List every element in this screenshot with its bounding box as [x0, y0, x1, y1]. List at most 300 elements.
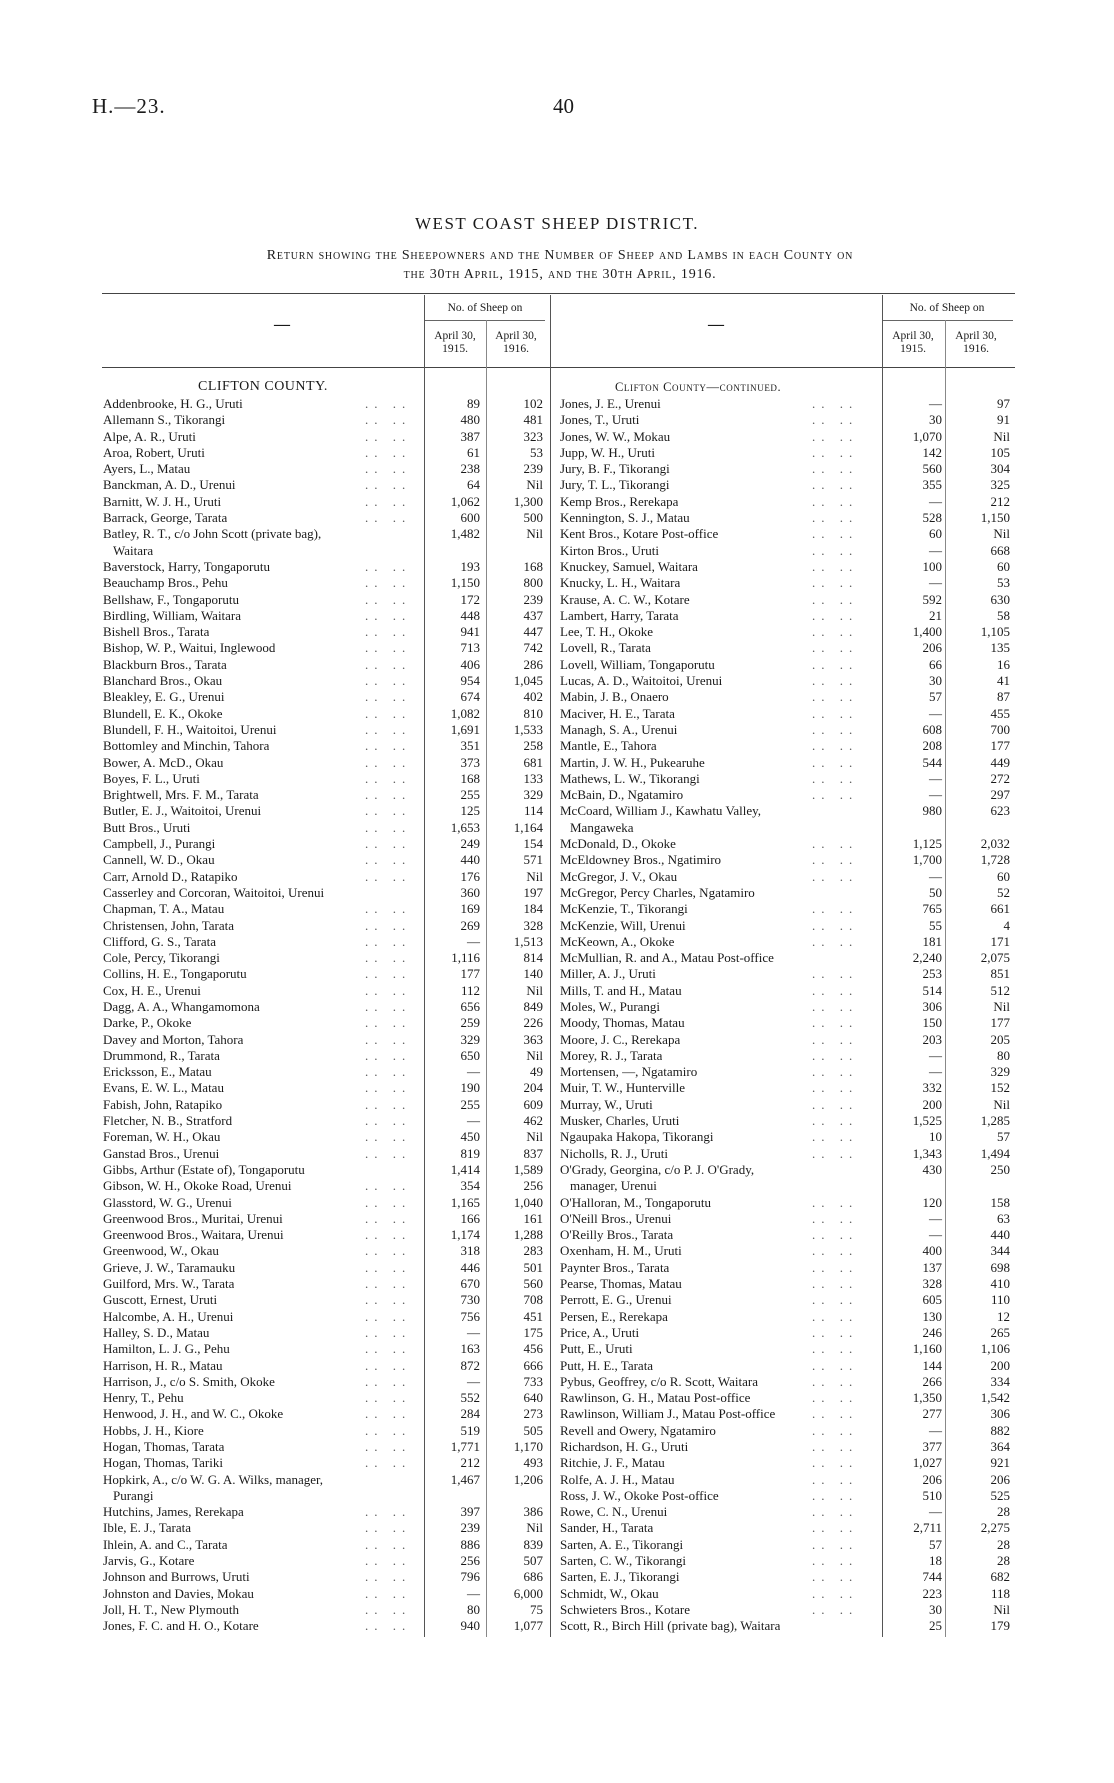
- table-row: [560, 738, 1015, 754]
- owner-name: McDonald, D., Okoke: [560, 836, 676, 852]
- sheep-1915: 605: [922, 1292, 942, 1308]
- leader-dots: .. ..: [812, 852, 859, 868]
- table-row: [560, 787, 1015, 803]
- owner-name: Alpe, A. R., Uruti: [103, 428, 196, 444]
- owner-name: Bleakley, E. G., Urenui: [103, 689, 225, 705]
- sheep-1916: 668: [990, 542, 1010, 558]
- sheep-1915: 89: [467, 396, 480, 411]
- sheep-1916: 1,513: [513, 933, 543, 949]
- owner-name: Blundell, E. K., Okoke: [103, 705, 223, 721]
- sheep-1916: 733: [523, 1373, 543, 1389]
- sheep-1915: 510: [922, 1487, 942, 1503]
- owner-name: Gibson, W. H., Okoke Road, Urenui: [103, 1178, 292, 1194]
- table-row: [103, 1602, 545, 1618]
- sheep-1915: 1,482: [450, 526, 480, 542]
- sheep-1915: 328: [922, 1276, 942, 1292]
- sheep-1915: —: [929, 770, 942, 786]
- table-row: [103, 1455, 545, 1471]
- sheep-1915: 150: [922, 1015, 942, 1031]
- leader-dots: .. ..: [365, 461, 412, 477]
- sheep-1915: —: [929, 1422, 942, 1438]
- sheep-1916: 265: [990, 1324, 1010, 1340]
- owner-name: Bellshaw, F., Tongaporutu: [103, 591, 239, 607]
- left-col2-header: April 30, 1916.: [495, 330, 537, 355]
- sheep-1916: 742: [523, 640, 543, 656]
- leader-dots: .. ..: [812, 1308, 859, 1324]
- owner-name: Kent Bros., Kotare Post-office: [560, 526, 719, 542]
- owner-name: Collins, H. E., Tongaporutu: [103, 966, 247, 982]
- owner-name: Grieve, J. W., Taramauku: [103, 1259, 236, 1275]
- leader-dots: .. ..: [365, 819, 412, 835]
- owner-name: Banckman, A. D., Urenui: [103, 477, 236, 493]
- owner-name: Mabin, J. B., Onaero: [560, 689, 669, 705]
- leader-dots: .. ..: [365, 624, 412, 640]
- sheep-1916: 105: [990, 444, 1010, 460]
- sheep-1916: 329: [990, 1064, 1010, 1080]
- sheep-1916: Nil: [526, 477, 543, 493]
- owner-name: Ayers, L., Matau: [103, 461, 191, 477]
- leader-dots: .. ..: [812, 917, 859, 933]
- leader-dots: .. ..: [365, 998, 412, 1014]
- owner-name: Purangi: [113, 1487, 154, 1503]
- owner-name: McKeown, A., Okoke: [560, 933, 675, 949]
- owner-name: O'Neill Bros., Urenui: [560, 1210, 672, 1226]
- table-row: [103, 1537, 545, 1553]
- owner-name: Campbell, J., Purangi: [103, 836, 216, 852]
- table-row: [560, 934, 1015, 950]
- sheep-1915: 269: [460, 917, 480, 933]
- owner-name: Lucas, A. D., Waitoitoi, Urenui: [560, 673, 723, 689]
- sheep-1915: 430: [922, 1161, 942, 1177]
- leader-dots: .. ..: [365, 412, 412, 428]
- owner-name: Scott, R., Birch Hill (private bag), Waitara: [560, 1618, 781, 1634]
- sheep-1916: 686: [523, 1569, 543, 1585]
- sheep-1916: 177: [990, 1015, 1010, 1031]
- sheep-1916: 197: [523, 884, 543, 900]
- sheep-1915: 21: [929, 607, 942, 623]
- owner-name: Carr, Arnold D., Ratapiko: [103, 868, 238, 884]
- owner-name: Kirton Bros., Uruti: [560, 542, 659, 558]
- leader-dots: .. ..: [365, 1324, 412, 1340]
- sheep-1915: 387: [460, 428, 480, 444]
- sheep-1915: 519: [460, 1422, 480, 1438]
- leader-dots: .. ..: [365, 510, 412, 526]
- table-row: [103, 1374, 545, 1390]
- table-row: [560, 1048, 1015, 1064]
- table-row: [560, 771, 1015, 787]
- sheep-1916: 666: [523, 1357, 543, 1373]
- owner-name: Evans, E. W. L., Matau: [103, 1080, 224, 1096]
- owner-name: McBain, D., Ngatamiro: [560, 787, 684, 803]
- sheep-1916: 110: [990, 1292, 1010, 1308]
- table-row: [103, 1113, 545, 1129]
- table-row: [103, 738, 545, 754]
- sheep-1916: 681: [523, 754, 543, 770]
- owner-name: Blanchard Bros., Okau: [103, 673, 223, 689]
- sheep-1915: 172: [460, 591, 480, 607]
- table-row: [103, 477, 545, 493]
- leader-dots: .. ..: [365, 1504, 412, 1520]
- owner-name: Addenbrooke, H. G., Uruti: [103, 396, 243, 411]
- table-row: [560, 1146, 1015, 1162]
- table-row: [103, 918, 545, 934]
- table-row: [560, 1406, 1015, 1422]
- sheep-1915: 169: [460, 901, 480, 917]
- sheep-1916: Nil: [526, 526, 543, 542]
- leader-dots: .. ..: [365, 1047, 412, 1063]
- table-row: [560, 1602, 1015, 1618]
- sheep-1915: 650: [460, 1047, 480, 1063]
- owner-name: Halley, S. D., Matau: [103, 1324, 210, 1340]
- owner-name: McGregor, Percy Charles, Ngatamiro: [560, 884, 755, 900]
- table-row: [560, 1618, 1015, 1634]
- table-row: [103, 1358, 545, 1374]
- left-owner-list: [103, 396, 545, 1635]
- table-row: [560, 1227, 1015, 1243]
- sheep-1916: 505: [523, 1422, 543, 1438]
- leader-dots: .. ..: [812, 575, 859, 591]
- sheep-1916: 1,300: [513, 493, 543, 509]
- sheep-1916: 28: [997, 1553, 1010, 1569]
- owner-name: Jupp, W. H., Uruti: [560, 444, 655, 460]
- sheep-1916: Nil: [526, 982, 543, 998]
- table-row: [560, 1064, 1015, 1080]
- table-row: [560, 559, 1015, 575]
- sheep-1916: 882: [990, 1422, 1010, 1438]
- table-row: [103, 1129, 545, 1145]
- table-row: [560, 1211, 1015, 1227]
- owner-name: Joll, H. T., New Plymouth: [103, 1601, 240, 1617]
- leader-dots: .. ..: [365, 493, 412, 509]
- table-row: [103, 1015, 545, 1031]
- leader-dots: .. ..: [812, 591, 859, 607]
- table-row: [560, 983, 1015, 999]
- table-row: [560, 1439, 1015, 1455]
- table-row: [560, 396, 1015, 412]
- sheep-1915: 713: [460, 640, 480, 656]
- leader-dots: .. ..: [365, 1520, 412, 1536]
- sheep-1916: 87: [997, 689, 1010, 705]
- sheep-1916: 97: [997, 396, 1010, 411]
- leader-dots: .. ..: [812, 493, 859, 509]
- leader-dots: .. ..: [812, 1585, 859, 1601]
- right-col2-header: April 30, 1916.: [955, 330, 997, 355]
- owner-name: Aroa, Robert, Uruti: [103, 444, 205, 460]
- table-row: [103, 1618, 545, 1634]
- sheep-1915: —: [467, 1373, 480, 1389]
- owner-name: Lee, T. H., Okoke: [560, 624, 654, 640]
- sheep-1916: 1,589: [513, 1161, 543, 1177]
- owner-name: Barnitt, W. J. H., Uruti: [103, 493, 222, 509]
- owner-name: Batley, R. T., c/o John Scott (private bag),: [103, 526, 322, 542]
- sheep-1916: 501: [523, 1259, 543, 1275]
- sheep-1915: 80: [467, 1601, 480, 1617]
- table-row: [560, 706, 1015, 722]
- sheep-1916: 91: [997, 412, 1010, 428]
- sheep-1915: 208: [922, 738, 942, 754]
- sheep-1916: 507: [523, 1553, 543, 1569]
- table-row: [103, 1064, 545, 1080]
- owner-name: Moles, W., Purangi: [560, 998, 661, 1014]
- table-row: [103, 445, 545, 461]
- table-row: [560, 526, 1015, 542]
- page-header-ref: H.—23.: [92, 94, 166, 118]
- sheep-1916: 609: [523, 1096, 543, 1112]
- owner-name: Rawlinson, G. H., Matau Post-office: [560, 1390, 751, 1406]
- table-row: [560, 1472, 1015, 1488]
- leader-dots: .. ..: [365, 640, 412, 656]
- owner-name: Price, A., Uruti: [560, 1324, 640, 1340]
- sheep-1916: Nil: [526, 1520, 543, 1536]
- sheep-1915: 166: [460, 1210, 480, 1226]
- owner-name: Halcombe, A. H., Urenui: [103, 1308, 234, 1324]
- sheep-1915: 886: [460, 1536, 480, 1552]
- sheep-1915: —: [929, 542, 942, 558]
- owner-name: Greenwood Bros., Muritai, Urenui: [103, 1210, 283, 1226]
- sheep-1916: 63: [997, 1210, 1010, 1226]
- leader-dots: .. ..: [365, 787, 412, 803]
- sheep-1915: 355: [922, 477, 942, 493]
- leader-dots: .. ..: [812, 754, 859, 770]
- sheep-1915: —: [467, 1064, 480, 1080]
- table-row: [103, 1586, 545, 1602]
- sheep-1916: 1,285: [980, 1113, 1010, 1129]
- right-col1-header: April 30, 1915.: [892, 330, 934, 355]
- table-row: [103, 526, 545, 542]
- sheep-1915: 480: [460, 412, 480, 428]
- sheep-1915: 177: [460, 966, 480, 982]
- owner-name: Hutchins, James, Rerekapa: [103, 1504, 244, 1520]
- sheep-1915: —: [929, 396, 942, 411]
- owner-name: Morey, R. J., Tarata: [560, 1047, 663, 1063]
- sheep-1916: 1,106: [980, 1341, 1010, 1357]
- owner-name: Bower, A. McD., Okau: [103, 754, 224, 770]
- table-row: [103, 1080, 545, 1096]
- leader-dots: .. ..: [365, 1422, 412, 1438]
- owner-name: Sarten, A. E., Tikorangi: [560, 1536, 684, 1552]
- owner-name: Guscott, Ernest, Uruti: [103, 1292, 218, 1308]
- sheep-1915: 10: [929, 1129, 942, 1145]
- owner-name: Glasstord, W. G., Urenui: [103, 1194, 232, 1210]
- leader-dots: .. ..: [812, 542, 859, 558]
- table-row: [560, 429, 1015, 445]
- sheep-1916: 6,000: [513, 1585, 543, 1601]
- leader-dots: .. ..: [812, 1406, 859, 1422]
- leader-dots: .. ..: [365, 656, 412, 672]
- sheep-1915: 954: [460, 673, 480, 689]
- leader-dots: .. ..: [365, 982, 412, 998]
- sheep-1915: 670: [460, 1276, 480, 1292]
- sheep-1916: 682: [990, 1569, 1010, 1585]
- owner-name: Rawlinson, William J., Matau Post-office: [560, 1406, 776, 1422]
- sheep-1916: 286: [523, 656, 543, 672]
- owner-name: Harrison, J., c/o S. Smith, Okoke: [103, 1373, 275, 1389]
- sheep-1915: 55: [929, 917, 942, 933]
- sheep-1916: Nil: [993, 526, 1010, 542]
- leader-dots: .. ..: [812, 640, 859, 656]
- sheep-1916: 560: [523, 1276, 543, 1292]
- table-row: [103, 543, 545, 559]
- table-row: [103, 1211, 545, 1227]
- sheep-1916: Nil: [526, 868, 543, 884]
- header-bottom-rule: [102, 367, 1015, 368]
- sheep-1916: 344: [990, 1243, 1010, 1259]
- owner-name: Mathews, L. W., Tikorangi: [560, 770, 700, 786]
- sheep-1915: —: [467, 1113, 480, 1129]
- leader-dots: .. ..: [812, 836, 859, 852]
- sheep-1916: 839: [523, 1536, 543, 1552]
- owner-name: Henry, T., Pehu: [103, 1390, 184, 1406]
- table-row: [103, 640, 545, 656]
- leader-dots: .. ..: [365, 1080, 412, 1096]
- owner-name: Bishell Bros., Tarata: [103, 624, 210, 640]
- leader-dots: .. ..: [812, 1324, 859, 1340]
- sheep-1916: 212: [990, 493, 1010, 509]
- table-row: [560, 1520, 1015, 1536]
- sheep-1915: 318: [460, 1243, 480, 1259]
- sheep-1915: 137: [922, 1259, 942, 1275]
- table-row: [560, 1080, 1015, 1096]
- owner-name: Jarvis, G., Kotare: [103, 1553, 195, 1569]
- table-row: [560, 1586, 1015, 1602]
- sheep-1916: 205: [990, 1031, 1010, 1047]
- table-top-rule: [102, 293, 1015, 294]
- leader-dots: .. ..: [812, 1292, 859, 1308]
- owner-name: Mantle, E., Tahora: [560, 738, 657, 754]
- sheep-1916: 168: [523, 558, 543, 574]
- table-row: [560, 689, 1015, 705]
- leader-dots: .. ..: [365, 1178, 412, 1194]
- table-row: [103, 1227, 545, 1243]
- owner-name: Ross, J. W., Okoke Post-office: [560, 1487, 719, 1503]
- leader-dots: .. ..: [812, 444, 859, 460]
- sheep-1916: 328: [523, 917, 543, 933]
- table-row: [560, 1243, 1015, 1259]
- table-row: [103, 461, 545, 477]
- sheep-1915: 181: [922, 933, 942, 949]
- sheep-1916: 304: [990, 461, 1010, 477]
- owner-name: Ganstad Bros., Urenui: [103, 1145, 220, 1161]
- leader-dots: .. ..: [812, 656, 859, 672]
- sheep-1916: 640: [523, 1390, 543, 1406]
- owner-name: Musker, Charles, Uruti: [560, 1113, 680, 1129]
- sheep-1916: 206: [990, 1471, 1010, 1487]
- leader-dots: .. ..: [365, 738, 412, 754]
- owner-name: Jones, W. W., Mokau: [560, 428, 671, 444]
- owner-name: Bottomley and Minchin, Tahora: [103, 738, 270, 754]
- left-section-heading: CLIFTON COUNTY.: [198, 379, 328, 394]
- sheep-1916: 258: [523, 738, 543, 754]
- table-row: [560, 901, 1015, 917]
- leader-dots: .. ..: [365, 1227, 412, 1243]
- table-row: [103, 1406, 545, 1422]
- table-row: [103, 494, 545, 510]
- leader-dots: .. ..: [365, 966, 412, 982]
- table-row: [560, 624, 1015, 640]
- leader-dots: .. ..: [812, 1422, 859, 1438]
- sheep-1915: 1,174: [450, 1227, 480, 1243]
- owner-name: McGregor, J. V., Okau: [560, 868, 678, 884]
- leader-dots: .. ..: [812, 1210, 859, 1226]
- table-row: [103, 934, 545, 950]
- table-row: [103, 1325, 545, 1341]
- sheep-1915: 674: [460, 689, 480, 705]
- sheep-1916: 800: [523, 575, 543, 591]
- sheep-1916: 239: [523, 591, 543, 607]
- table-row: [103, 1488, 545, 1504]
- table-row: [103, 396, 545, 412]
- sheep-1915: 61: [467, 444, 480, 460]
- document-title: WEST COAST SHEEP DISTRICT.: [415, 214, 699, 233]
- leader-dots: .. ..: [812, 1015, 859, 1031]
- sheep-1915: 1,467: [450, 1471, 480, 1487]
- sheep-1915: 1,082: [450, 705, 480, 721]
- leader-dots: .. ..: [365, 673, 412, 689]
- sheep-1916: 1,494: [980, 1145, 1010, 1161]
- table-row: [103, 1520, 545, 1536]
- table-row: [103, 999, 545, 1015]
- table-row: [103, 1097, 545, 1113]
- sheep-1915: 448: [460, 607, 480, 623]
- sheep-1916: 1,105: [980, 624, 1010, 640]
- leader-dots: .. ..: [812, 721, 859, 737]
- leader-dots: .. ..: [365, 1096, 412, 1112]
- sheep-1916: 200: [990, 1357, 1010, 1373]
- leader-dots: .. ..: [365, 803, 412, 819]
- sheep-1915: 18: [929, 1553, 942, 1569]
- table-row: [560, 885, 1015, 901]
- sheep-1916: 152: [990, 1080, 1010, 1096]
- sheep-1916: 500: [523, 510, 543, 526]
- sheep-1915: —: [929, 705, 942, 721]
- owner-name: Guilford, Mrs. W., Tarata: [103, 1276, 235, 1292]
- leader-dots: .. ..: [365, 868, 412, 884]
- sheep-1916: 810: [523, 705, 543, 721]
- sheep-1915: 600: [460, 510, 480, 526]
- sheep-1915: 329: [460, 1031, 480, 1047]
- table-row: [560, 1260, 1015, 1276]
- sheep-1916: 1,045: [513, 673, 543, 689]
- owner-name: McKenzie, Will, Urenui: [560, 917, 686, 933]
- leader-dots: .. ..: [365, 428, 412, 444]
- sheep-1915: 200: [922, 1096, 942, 1112]
- leader-dots: .. ..: [812, 558, 859, 574]
- owner-name: Richardson, H. G., Uruti: [560, 1439, 689, 1454]
- table-row: [560, 575, 1015, 591]
- owner-name: Sarten, C. W., Tikorangi: [560, 1553, 687, 1569]
- table-row: [103, 1260, 545, 1276]
- owner-name: Jury, T. L., Tikorangi: [560, 477, 670, 493]
- sheep-1916: 179: [990, 1618, 1010, 1634]
- sheep-1916: 1,164: [513, 819, 543, 835]
- table-row: [103, 706, 545, 722]
- table-row: [103, 1032, 545, 1048]
- table-row: [560, 1537, 1015, 1553]
- owner-name: Moore, J. C., Rerekapa: [560, 1031, 681, 1047]
- sheep-1915: 397: [460, 1504, 480, 1520]
- leader-dots: .. ..: [365, 1243, 412, 1259]
- sheep-1915: 373: [460, 754, 480, 770]
- sheep-1916: 204: [523, 1080, 543, 1096]
- owner-name: Butt Bros., Uruti: [103, 819, 191, 835]
- owner-name: Henwood, J. H., and W. C., Okoke: [103, 1406, 284, 1422]
- sheep-1916: 2,275: [980, 1520, 1010, 1536]
- table-row: [103, 1423, 545, 1439]
- table-row: [560, 673, 1015, 689]
- leader-dots: .. ..: [365, 1210, 412, 1226]
- sheep-1915: 656: [460, 998, 480, 1014]
- sheep-1915: 406: [460, 656, 480, 672]
